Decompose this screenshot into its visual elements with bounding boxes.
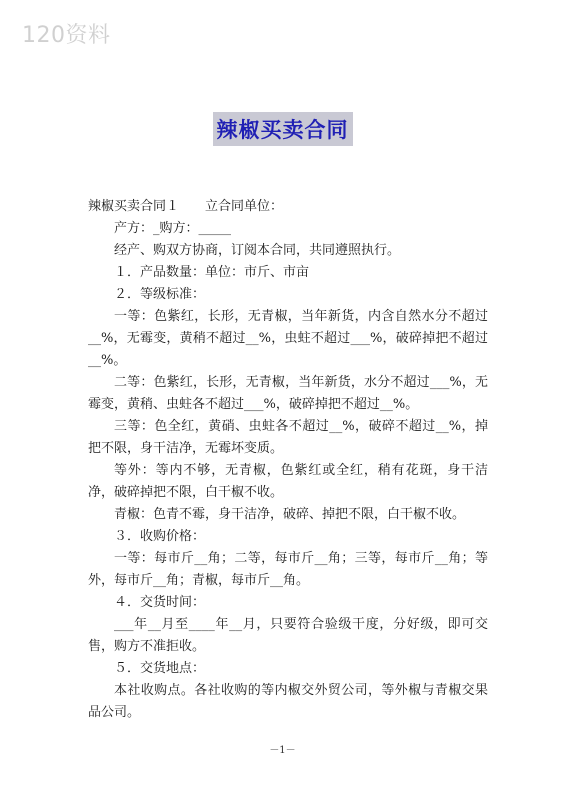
watermark: 120资料	[22, 23, 111, 48]
paragraph-delivery-place: 本社收购点。各社收购的等内椒交外贸公司，等外椒与青椒交果品公司。	[88, 683, 488, 720]
paragraph-grade-2: 二等：色紫红，长形，无青椒，当年新货，水分不超过___%，无霉变，黄稍、虫蛀各不超过___%，破碎掉把不超过__%。	[88, 375, 488, 412]
paragraph-parties: 产方：_购方：_____	[114, 221, 232, 236]
paragraph-grade-3: 三等：色全红，黄硝、虫蛀各不超过__%，破碎不超过__%，掉把不限，身干洁净，无霉坏变质。	[88, 419, 488, 456]
parties-label: 立合同单位：	[205, 199, 284, 214]
paragraph-agreement: 经产、购双方协商，订阅本合同，共同遵照执行。	[114, 243, 401, 258]
contract-name: 辣椒买卖合同１	[88, 199, 180, 214]
document-title: 辣椒买卖合同	[213, 112, 353, 146]
paragraph-delivery-place-heading: ５．交货地点：	[114, 661, 206, 676]
paragraph-prices: 一等：每市斤__角；二等，每市斤__角；三等，每市斤__角；等外，每市斤__角；青椒，每市斤__角。	[88, 551, 488, 588]
paragraph-grade-heading: ２．等级标准：	[114, 287, 206, 302]
title-container	[0, 112, 565, 146]
paragraph-delivery-time-heading: ４．交货时间：	[114, 595, 206, 610]
paragraph-green-pepper: 青椒：色青不霉，身干洁净，破碎、掉把不限，白干椒不收。	[114, 507, 466, 522]
page-number: －1－	[269, 745, 296, 756]
document-body	[88, 196, 488, 724]
paragraph-price-heading: ３．收购价格：	[114, 529, 206, 544]
paragraph-grade-other: 等外：等内不够，无青椒，色紫红或全红，稍有花斑，身干洁净，破碎掉把不限，白干椒不收。	[88, 463, 488, 500]
paragraph-quantity: １．产品数量：单位：市斤、市亩	[114, 265, 310, 280]
paragraph-grade-1: 一等：色紫红，长形，无青椒，当年新货，内含自然水分不超过__%，无霉变，黄稍不超过__%，虫蛀不超过___%，破碎掉把不超过__%。	[88, 309, 488, 368]
paragraph-delivery-time: ___年__月至____年__月，只要符合验级干度，分好级，即可交售，购方不准拒收。	[88, 617, 488, 654]
intro-line	[88, 196, 488, 218]
